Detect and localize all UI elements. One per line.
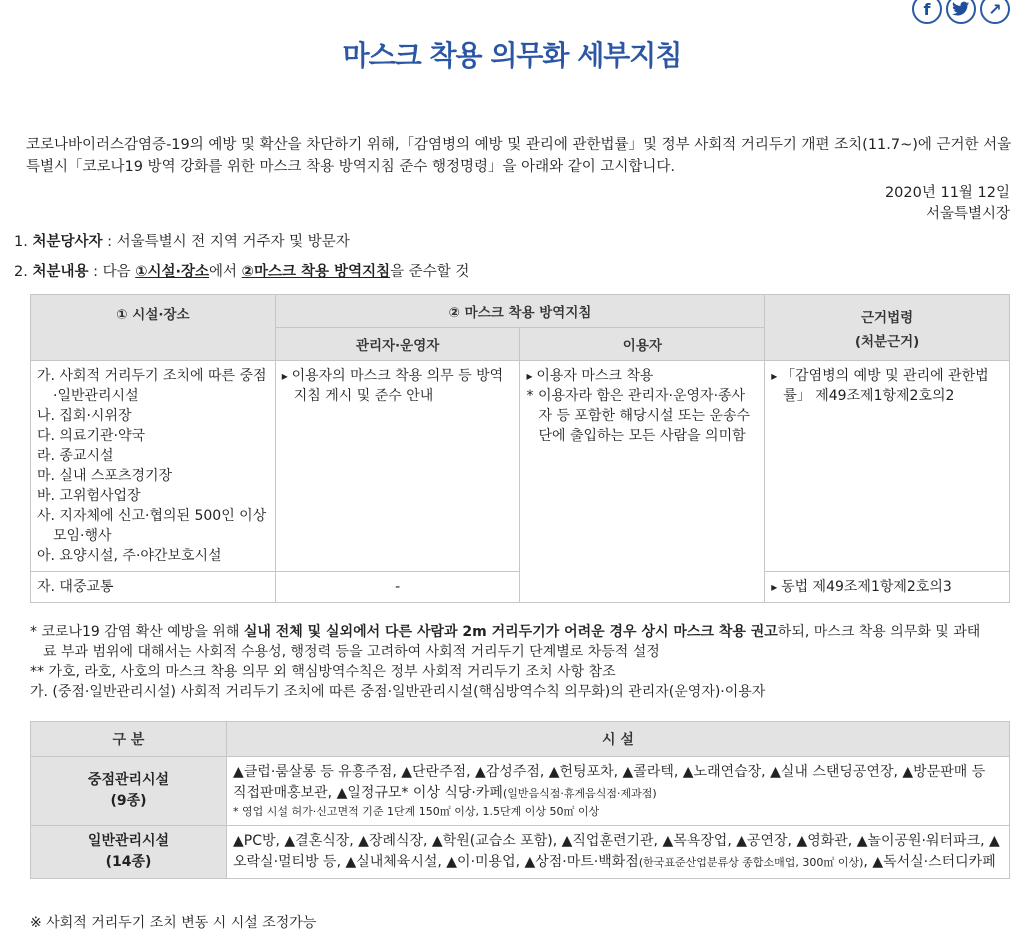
issuer: 서울특별시장 <box>925 206 1010 222</box>
underlined-term: ②마스크 착용 방역지침 <box>241 264 391 280</box>
facility-list: 가. 사회적 거리두기 조치에 따른 중점·일반관리시설 나. 집회·시위장 다. 의료기관·약국 라. 종교시설 마. 실내 스포츠경기장 바. 고위험사업장 사. 지자체에 신고·협의된 500인 이상 모임·행사 아. 요양시설, 주·야간보호시설 <box>31 361 276 572</box>
intro-text: 코로나바이러스감염증-19의 예방 및 확산을 차단하기 위해,「감염병의 예방 및 관리에 관한법률」및 정부 사회적 거리두기 개편 조치(11.7~)에 근거한 서울특별시「코로나19 방역 강화를 위한 마스크 착용 방역지침 준수 행정명령」을 아래와 같이 고시합니다. <box>26 137 1012 175</box>
facebook-icon[interactable]: f <box>912 0 942 24</box>
manager-transit: - <box>275 572 520 603</box>
item-label: 처분내용 <box>32 264 89 280</box>
header-guideline: ② 마스크 착용 방역지침 <box>275 295 764 328</box>
category-focus: 중점관리시설 (9종) <box>31 757 227 826</box>
underlined-term: ①시설·장소 <box>135 264 210 280</box>
user-guideline: ▸ 이용자 마스크 착용 * 이용자라 함은 관리자·운영자·종사자 등 포함한 해당시설 또는 운송수단에 출입하는 모든 사람을 의미함 <box>520 361 765 603</box>
item-number: 2. <box>14 264 28 280</box>
item-text: : 서울특별시 전 지역 거주자 및 방문자 <box>102 234 350 250</box>
facility-table <box>30 721 1010 879</box>
note-1-cont: 료 부과 범위에 대해서는 사회적 수용성, 행정력 등을 고려하여 사회적 거리두기 단계별로 차등적 설정 <box>43 644 660 660</box>
notes <box>30 622 1015 702</box>
facilities-general: ▲PC방, ▲결혼식장, ▲장례식장, ▲학원(교습소 포함), ▲직업훈련기관, ▲목욕장업, ▲공연장, ▲영화관, ▲놀이공원·워터파크, ▲오락실·멀티방 등, ▲실내체육시설, ▲이·미용업, ▲상점·마트·백화점(한국표준산업분류상 종합소매업, 300㎡ 이상), ▲독서실·스터디카페 <box>227 826 1010 879</box>
item-2 <box>14 260 469 281</box>
guideline-table <box>30 294 1010 603</box>
header-manager: 관리자·운영자 <box>275 328 520 361</box>
header-law: 근거법령 (처분근거) <box>765 295 1010 361</box>
twitter-icon[interactable] <box>946 0 976 24</box>
share-bar <box>912 0 1010 24</box>
manager-guideline: ▸ 이용자의 마스크 착용 의무 등 방역지침 게시 및 준수 안내 <box>275 361 520 572</box>
law-transit: ▸ 동법 제49조제1항제2호의3 <box>765 572 1010 603</box>
page-title: 마스크 착용 의무화 세부지침 <box>342 39 682 72</box>
item-1 <box>14 230 350 251</box>
footnote: ※ 사회적 거리두기 조치 변동 시 시설 조정가능 <box>30 915 317 931</box>
notice-date: 2020년 11월 12일 <box>884 185 1010 201</box>
header-category: 구 분 <box>31 722 227 757</box>
facility-transit: 자. 대중교통 <box>31 572 276 603</box>
note-2: ** 가호, 라호, 사호의 마스크 착용 의무 외 핵심방역수칙은 정부 사회적 거리두기 조치 사항 참조 <box>30 664 616 680</box>
item-text: 에서 <box>209 264 242 280</box>
header-user: 이용자 <box>520 328 765 361</box>
share-icon[interactable]: ↗ <box>980 0 1010 24</box>
facilities-focus: ▲클럽·룸살롱 등 유흥주점, ▲단란주점, ▲감성주점, ▲헌팅포차, ▲콜라텍, ▲노래연습장, ▲실내 스탠딩공연장, ▲방문판매 등 직접판매홍보관, ▲일정규모* 이상 식당·카페(일반음식점·휴게음식점·제과점) * 영업 시설 허가·신고면적 기준 1단계 150㎡ 이상, 1.5단계 이상 50㎡ 이상 <box>227 757 1010 826</box>
note-3: 가. (중점·일반관리시설) 사회적 거리두기 조치에 따른 중점·일반관리시설(핵심방역수칙 의무화)의 관리자(운영자)·이용자 <box>30 684 766 700</box>
item-number: 1. <box>14 234 28 250</box>
category-general: 일반관리시설 (14종) <box>31 826 227 879</box>
item-label: 처분당사자 <box>32 234 103 250</box>
item-text: : 다음 <box>88 264 136 280</box>
item-text: 을 준수할 것 <box>390 264 470 280</box>
header-facility: ① 시설·장소 <box>31 295 276 361</box>
law-basis: ▸ 「감염병의 예방 및 관리에 관한법률」 제49조제1항제2호의2 <box>765 361 1010 572</box>
date-block <box>885 183 1010 225</box>
note-1: * 코로나19 감염 확산 예방을 위해 실내 전체 및 실외에서 다른 사람과 2m 거리두기가 어려운 경우 상시 마스크 착용 권고하되, 마스크 착용 의무화 및 과태 <box>30 624 981 640</box>
header-facilities: 시 설 <box>227 722 1010 757</box>
